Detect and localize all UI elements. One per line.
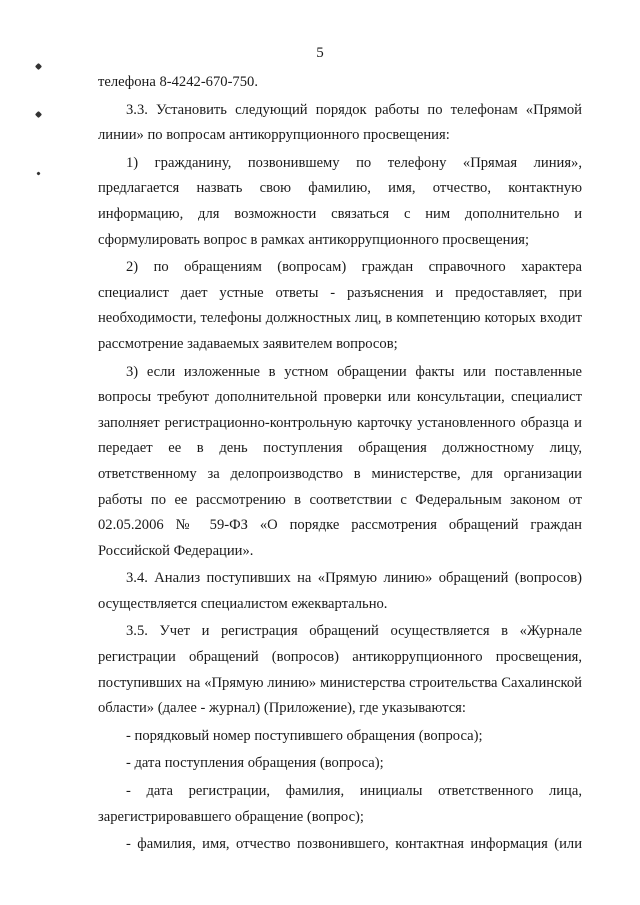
scan-mark — [36, 171, 40, 175]
paragraph: 3) если изложенные в устном обращении факты или поставленные вопросы требуют дополнительной проверки или консультации, специалист заполняет регистрационно-контрольную карточку установленного образца и передает ее в день поступления обращения должностному лицу, ответственному за делопроизводство в министерстве, для организации работы по ее рассмотрению в соответствии с Федеральным законом от 02.05.2006 № 59-ФЗ «О порядке рассмотрения обращений граждан Российской Федерации». — [98, 363, 582, 559]
list-item: - дата регистрации, фамилия, инициалы ответственного лица, зарегистрировавшего обращение (вопрос); — [98, 783, 582, 825]
paragraph: 1) гражданину, позвонившему по телефону «Прямая линия», предлагается назвать свою фамилию, имя, отчество, контактную информацию, для возможности связаться с ним дополнительно и сформулировать вопрос в рамках антикоррупционного просвещения; — [98, 154, 582, 248]
paragraph: 3.3. Установить следующий порядок работы по телефонам «Прямой линии» по вопросам антикоррупционного просвещения: — [98, 101, 582, 144]
paragraph: телефона 8-4242-670-750. — [98, 74, 258, 90]
page-number: 5 — [316, 45, 324, 61]
scan-mark — [35, 111, 42, 118]
list-item: - порядковый номер поступившего обращения (вопроса); — [126, 727, 483, 744]
paragraph: 3.5. Учет и регистрация обращений осуществляется в «Журнале регистрации обращений (вопросов) антикоррупционного просвещения, поступивших на «Прямую линию» министерства строительства Сахалинской области» (далее - журнал) (Приложение), где указываются: — [98, 623, 582, 717]
list-item: - фамилия, имя, отчество позвонившего, контактная информация (или — [126, 836, 582, 853]
document-body — [98, 70, 582, 858]
list-item: - дата поступления обращения (вопроса); — [126, 755, 384, 772]
paragraph: 3.4. Анализ поступивших на «Прямую линию» обращений (вопросов) осуществляется специалистом ежеквартально. — [98, 570, 582, 612]
paragraph: 2) по обращениям (вопросам) граждан справочного характера специалист дает устные ответы - разъяснения и предоставляет, при необходимости, телефоны должностных лиц, в компетенцию которых входит рассмотрение задаваемых заявителем вопросов; — [98, 259, 582, 352]
scan-mark — [35, 63, 42, 70]
